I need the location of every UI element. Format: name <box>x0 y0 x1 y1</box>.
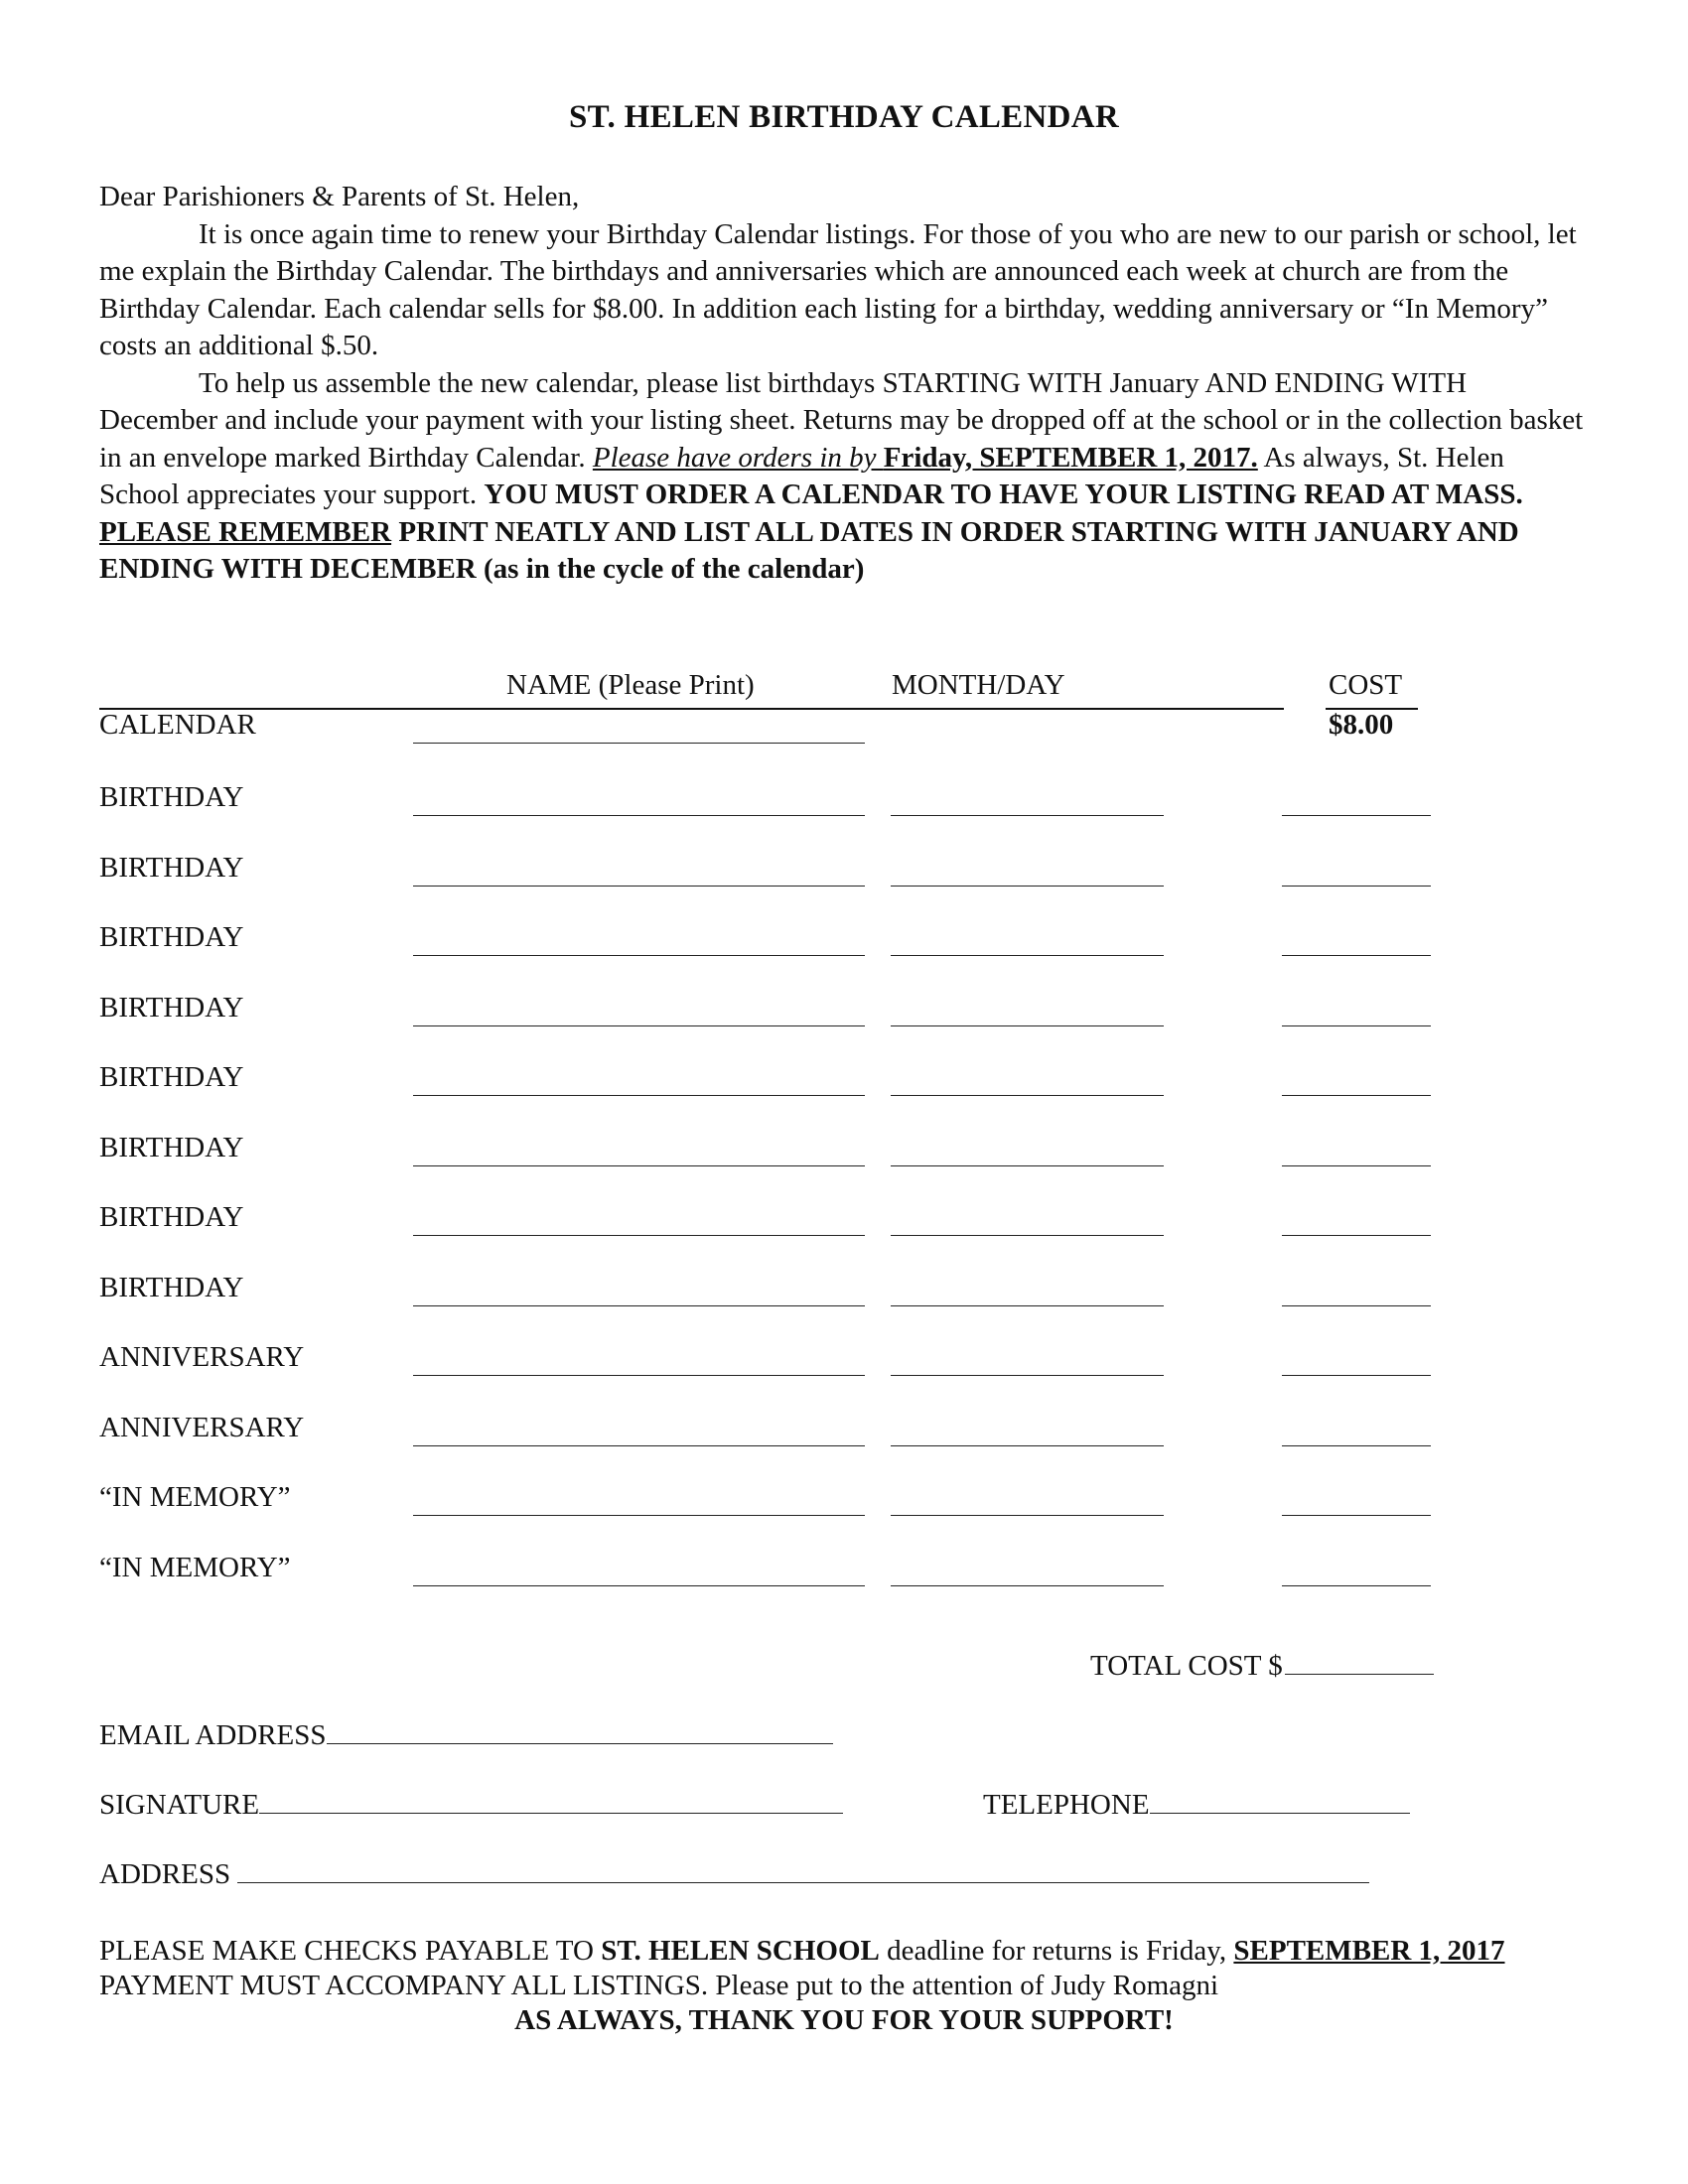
month-day-field[interactable] <box>891 815 1164 816</box>
checks-payable-text: PLEASE MAKE CHECKS PAYABLE TO <box>99 1935 602 1967</box>
email-field[interactable] <box>327 1717 833 1744</box>
listing-row <box>99 921 1589 961</box>
name-field[interactable] <box>413 1585 865 1586</box>
telephone-label: TELEPHONE <box>983 1789 1150 1821</box>
thank-you-text: AS ALWAYS, THANK YOU FOR YOUR SUPPORT! <box>514 2004 1174 2036</box>
must-order-notice: YOU MUST ORDER A CALENDAR TO HAVE YOUR LISTING READ AT MASS. <box>484 478 1523 510</box>
header-cost: COST <box>1329 669 1403 701</box>
name-field[interactable] <box>413 1025 865 1026</box>
telephone-field[interactable] <box>1150 1787 1410 1814</box>
cost-field[interactable] <box>1282 1305 1431 1306</box>
cost-field[interactable] <box>1282 1585 1431 1586</box>
name-field[interactable] <box>413 955 865 956</box>
month-day-field[interactable] <box>891 886 1164 887</box>
signature-row <box>99 1787 843 1822</box>
calendar-cost: $8.00 <box>1329 709 1394 741</box>
cost-field[interactable] <box>1282 955 1431 956</box>
name-field[interactable] <box>413 1515 865 1516</box>
table-header <box>99 669 1589 709</box>
name-field[interactable] <box>413 743 865 744</box>
calendar-row <box>99 709 1589 749</box>
footer-deadline: SEPTEMBER 1, 2017 <box>1233 1935 1505 1967</box>
month-day-field[interactable] <box>891 1585 1164 1586</box>
address-row <box>99 1856 1369 1891</box>
paragraph-intro: It is once again time to renew your Birthday Calendar listings. For those of you who are new to our parish or school, let me explain the Birthday Calendar. The birthdays and anniversaries which are announced each week at church are from the Birthday Calendar. Each calendar sells for $8.00. In addition each listing for a birthday, wedding anniversary or “In Memory” costs an additional $.50. <box>99 217 1577 361</box>
payee-name: ST. HELEN SCHOOL <box>601 1935 880 1967</box>
name-field[interactable] <box>413 815 865 816</box>
row-label: BIRTHDAY <box>99 991 244 1024</box>
month-day-field[interactable] <box>891 1235 1164 1236</box>
total-cost-field[interactable] <box>1285 1648 1434 1675</box>
remember-notice <box>99 514 1589 589</box>
cost-field[interactable] <box>1282 1095 1431 1096</box>
page-title: ST. HELEN BIRTHDAY CALENDAR <box>568 99 1119 135</box>
salutation: Dear Parishioners & Parents of St. Helen, <box>99 181 580 212</box>
row-label: ANNIVERSARY <box>99 1411 305 1443</box>
listing-row <box>99 1132 1589 1171</box>
row-label: BIRTHDAY <box>99 1061 244 1093</box>
header-month-day: MONTH/DAY <box>892 669 1065 701</box>
row-label: BIRTHDAY <box>99 1131 244 1163</box>
support-text: As always, St. Helen School appreciates your support. <box>99 441 1504 510</box>
payment-instructions <box>99 1934 1589 2003</box>
deadline-date: Friday, SEPTEMBER 1, 2017. <box>883 441 1258 474</box>
cost-field[interactable] <box>1282 1235 1431 1236</box>
cost-field[interactable] <box>1282 886 1431 887</box>
deadline-intro: deadline for returns is Friday, <box>879 1935 1234 1967</box>
cost-field[interactable] <box>1282 1375 1431 1376</box>
month-day-field[interactable] <box>891 1025 1164 1026</box>
row-label: BIRTHDAY <box>99 1271 244 1303</box>
name-field[interactable] <box>413 1445 865 1446</box>
month-day-field[interactable] <box>891 1165 1164 1166</box>
listing-row <box>99 1061 1589 1101</box>
listing-row <box>99 1201 1589 1241</box>
name-field[interactable] <box>413 1235 865 1236</box>
address-field[interactable] <box>237 1856 1369 1883</box>
name-field[interactable] <box>413 1305 865 1306</box>
address-label: ADDRESS <box>99 1858 238 1890</box>
paragraph-instructions <box>99 365 1589 514</box>
row-label: “IN MEMORY” <box>99 1481 291 1513</box>
month-day-field[interactable] <box>891 1305 1164 1306</box>
signature-field[interactable] <box>259 1787 843 1814</box>
listing-row <box>99 781 1589 821</box>
month-day-field[interactable] <box>891 955 1164 956</box>
month-day-field[interactable] <box>891 1095 1164 1096</box>
month-day-field[interactable] <box>891 1445 1164 1446</box>
cost-field[interactable] <box>1282 1165 1431 1166</box>
name-field[interactable] <box>413 1165 865 1166</box>
listing-row <box>99 1272 1589 1311</box>
payment-notice: PAYMENT MUST ACCOMPANY ALL LISTINGS. Please put to the attention of Judy Romagni <box>99 1970 1219 2001</box>
cost-field[interactable] <box>1282 1025 1431 1026</box>
footer-notice <box>99 1934 1589 2038</box>
cost-field[interactable] <box>1282 1515 1431 1516</box>
row-label: BIRTHDAY <box>99 921 244 953</box>
header-name: NAME (Please Print) <box>506 669 755 701</box>
name-field[interactable] <box>413 1375 865 1376</box>
letter-body <box>99 179 1589 589</box>
email-label: EMAIL ADDRESS <box>99 1719 327 1751</box>
instructions-text: To help us assemble the new calendar, please list birthdays STARTING WITH January AND ENDING WITH December and include your payment with your listing sheet. Returns may be dropped off at the school or in the collection basket in an envelope marked Birthday Calendar. <box>99 366 1584 474</box>
listing-row <box>99 992 1589 1031</box>
row-label: BIRTHDAY <box>99 781 244 813</box>
signature-label: SIGNATURE <box>99 1789 260 1821</box>
email-row <box>99 1717 833 1752</box>
row-label: CALENDAR <box>99 709 256 741</box>
row-label: BIRTHDAY <box>99 1201 244 1233</box>
orders-due-text: Please have orders in by <box>592 441 884 474</box>
month-day-field[interactable] <box>891 1515 1164 1516</box>
total-cost-label: TOTAL COST $ <box>1090 1650 1283 1682</box>
listing-row <box>99 852 1589 891</box>
row-label: “IN MEMORY” <box>99 1551 291 1583</box>
total-cost <box>1090 1648 1434 1683</box>
row-label: ANNIVERSARY <box>99 1341 305 1373</box>
remember-label: PLEASE REMEMBER <box>99 515 392 548</box>
cost-field[interactable] <box>1282 1445 1431 1446</box>
listing-row <box>99 1481 1589 1521</box>
month-day-field[interactable] <box>891 1375 1164 1376</box>
listing-row <box>99 1552 1589 1591</box>
name-field[interactable] <box>413 1095 865 1096</box>
cost-field[interactable] <box>1282 815 1431 816</box>
listing-row <box>99 1341 1589 1381</box>
remember-text: PRINT NEATLY AND LIST ALL DATES IN ORDER STARTING WITH JANUARY AND ENDING WITH DECEMBER (as in the cycle of the calendar) <box>99 515 1519 585</box>
telephone-row <box>983 1787 1410 1822</box>
name-field[interactable] <box>413 886 865 887</box>
row-label: BIRTHDAY <box>99 851 244 884</box>
listing-row <box>99 1412 1589 1451</box>
